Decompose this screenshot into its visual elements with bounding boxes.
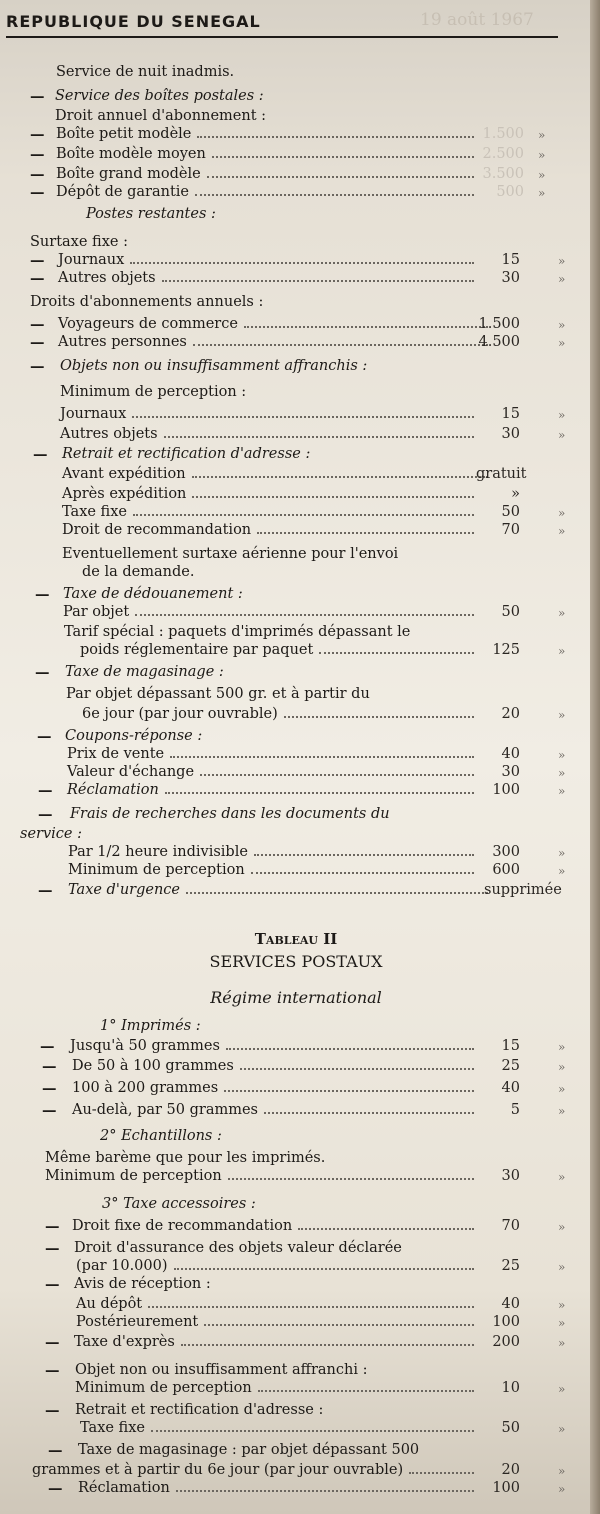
dash-marker: —	[30, 252, 45, 269]
line-text: poids réglementaire par paquet	[80, 642, 314, 658]
header-title: REPUBLIQUE DU SENEGAL	[6, 12, 261, 31]
line-text: Journaux	[58, 252, 125, 268]
dot-leader	[192, 466, 488, 478]
dot-leader	[409, 1462, 474, 1474]
marker: »	[558, 318, 566, 332]
dot-leader	[132, 406, 474, 418]
value: 70	[501, 522, 520, 538]
line-par-objet-depassant-500-gr-e	[0, 686, 592, 708]
line-text: Autres personnes	[58, 334, 187, 350]
marker: »	[558, 272, 566, 286]
dot-leader	[162, 270, 474, 282]
marker: »	[538, 186, 546, 200]
dot-leader	[257, 522, 474, 534]
dash-marker: —	[45, 1276, 60, 1293]
dot-leader	[200, 764, 474, 776]
dot-leader	[240, 1058, 474, 1070]
line-3-taxe-accessoires	[0, 1196, 592, 1218]
line-reclamation	[0, 1480, 592, 1502]
line-text: Retrait et rectification d'adresse :	[62, 446, 311, 462]
line-avant-expedition	[0, 466, 592, 488]
dot-leader	[251, 862, 474, 874]
dash-marker: —	[45, 1402, 60, 1419]
line-2-echantillons	[0, 1128, 592, 1150]
marker: »	[558, 708, 566, 722]
dot-leader	[197, 126, 474, 138]
line-services-postaux	[0, 952, 592, 974]
line-text: SERVICES POSTAUX	[209, 952, 383, 971]
line-tableau-ii	[0, 930, 592, 952]
marker: »	[558, 1060, 566, 1074]
value: 100	[492, 1480, 520, 1496]
dash-marker: —	[42, 1080, 57, 1097]
line-taxe-de-magasinage-par-objet	[0, 1442, 592, 1464]
dot-leader	[228, 1168, 474, 1180]
dash-marker: —	[45, 1362, 60, 1379]
marker: »	[558, 1336, 566, 1350]
marker: »	[538, 168, 546, 182]
line-text: Surtaxe fixe :	[30, 234, 128, 250]
line-taxe-d-expres	[0, 1334, 592, 1356]
value: 40	[501, 746, 520, 762]
line-reclamation	[0, 782, 592, 804]
value: 1.500	[482, 126, 524, 142]
value: 70	[501, 1218, 520, 1234]
line-minimum-de-perception	[0, 1380, 592, 1402]
dot-leader	[186, 882, 488, 894]
line-text: Taxe fixe	[62, 504, 127, 520]
marker: »	[558, 864, 566, 878]
dot-leader	[193, 334, 488, 346]
dash-marker: —	[33, 446, 48, 463]
marker: »	[558, 606, 566, 620]
line-text: Droit fixe de recommandation	[72, 1218, 293, 1234]
line-depot-de-garantie	[0, 184, 592, 206]
marker: »	[558, 1422, 566, 1436]
line-text: Dépôt de garantie	[56, 184, 190, 200]
value: 300	[492, 844, 520, 860]
marker: »	[558, 408, 566, 422]
value: 40	[501, 1296, 520, 1312]
value: 2.500	[482, 146, 524, 162]
value: 25	[501, 1058, 520, 1074]
line-text: Boîte grand modèle	[56, 166, 201, 182]
line-text: Au dépôt	[76, 1296, 143, 1312]
line-boite-petit-modele	[0, 126, 592, 148]
dot-leader	[170, 746, 474, 758]
value: 500	[496, 184, 524, 200]
marker: »	[558, 1316, 566, 1330]
dot-leader	[244, 316, 488, 328]
line-text: de la demande.	[82, 564, 195, 580]
dot-leader	[151, 1420, 474, 1432]
line-text: De 50 à 100 grammes	[72, 1058, 234, 1074]
page-header	[6, 6, 558, 38]
dash-marker: —	[45, 1334, 60, 1351]
value: 50	[501, 1420, 520, 1436]
value: 15	[501, 1038, 520, 1054]
line-objets-non-ou-insuffisamment	[0, 358, 592, 380]
marker: »	[538, 128, 546, 142]
line-text: 3° Taxe accessoires :	[102, 1196, 256, 1212]
dot-leader	[135, 604, 474, 616]
dot-leader	[176, 1480, 474, 1492]
dot-leader	[148, 1296, 474, 1308]
line-text: Boîte petit modèle	[56, 126, 192, 142]
line-boite-modele-moyen	[0, 146, 592, 168]
line-service-des-boites-postales	[0, 88, 592, 110]
dash-marker: —	[30, 316, 45, 333]
dash-marker: —	[38, 782, 53, 799]
line-de-50-a-100-grammes	[0, 1058, 592, 1080]
line-text: 100 à 200 grammes	[72, 1080, 219, 1096]
marker: »	[558, 1170, 566, 1184]
line-autres-personnes	[0, 334, 592, 356]
marker: »	[558, 784, 566, 798]
line-frais-de-recherches-dans-les	[0, 806, 592, 828]
line-text: service :	[20, 826, 82, 842]
line-text: Minimum de perception	[45, 1168, 222, 1184]
dot-leader	[226, 1038, 474, 1050]
line-text: Par objet dépassant 500 gr. et à partir du	[66, 686, 370, 702]
line-text: Minimum de perception	[68, 862, 245, 878]
line-text: Par 1/2 heure indivisible	[68, 844, 248, 860]
line-text: 2° Echantillons :	[100, 1128, 222, 1144]
line-droit-fixe-de-recommandation	[0, 1218, 592, 1240]
line-text: Minimum de perception :	[60, 384, 247, 400]
value: 30	[501, 270, 520, 286]
value: supprimée	[484, 882, 562, 898]
dash-marker: —	[45, 1240, 60, 1257]
value: 100	[492, 1314, 520, 1330]
dash-marker: —	[30, 88, 45, 105]
value: 200	[492, 1334, 520, 1350]
line-text: Journaux	[60, 406, 127, 422]
value: 40	[501, 1080, 520, 1096]
value: 15	[501, 406, 520, 422]
line-text: 1° Imprimés :	[100, 1018, 201, 1034]
line-poids-reglementaire-par-paqu	[0, 642, 592, 664]
dot-leader	[254, 844, 474, 856]
header-date: 19 août 1967	[420, 10, 534, 30]
dot-leader	[174, 1258, 474, 1270]
line-text: Droit d'assurance des objets valeur déclarée	[74, 1240, 402, 1256]
line-taxe-de-magasinage	[0, 664, 592, 686]
line-text: Taxe fixe	[80, 1420, 145, 1436]
line-text: Service de nuit inadmis.	[56, 64, 235, 80]
dot-leader	[192, 486, 474, 498]
value: »	[511, 486, 520, 502]
dash-marker: —	[30, 126, 45, 143]
line-postes-restantes	[0, 206, 592, 228]
line-text: Réclamation	[67, 782, 159, 798]
line-text: Postérieurement	[76, 1314, 199, 1330]
line-posterieurement	[0, 1314, 592, 1336]
marker: »	[558, 1082, 566, 1096]
line-text: grammes et à partir du 6e jour (par jour ouvrable)	[32, 1462, 404, 1478]
dot-leader	[207, 166, 474, 178]
marker: »	[558, 1040, 566, 1054]
line-6e-jour-par-jour-ouvrable	[0, 706, 592, 728]
line-retrait-et-rectification-d-a	[0, 446, 592, 468]
marker: »	[558, 846, 566, 860]
line-text: Taxe d'urgence	[68, 882, 180, 898]
dash-marker: —	[45, 1218, 60, 1235]
line-text: 6e jour (par jour ouvrable)	[82, 706, 278, 722]
dash-marker: —	[42, 1058, 57, 1075]
dot-leader	[319, 642, 474, 654]
value: 1.500	[478, 316, 520, 332]
line-text: Droit annuel d'abonnement :	[55, 108, 267, 124]
line-text: Objet non ou insuffisamment affranchi :	[75, 1362, 368, 1378]
line-de-la-demande	[0, 564, 592, 586]
dash-marker: —	[35, 586, 50, 603]
dash-marker: —	[30, 270, 45, 287]
line-text: Même barème que pour les imprimés.	[45, 1150, 326, 1166]
line-journaux	[0, 406, 592, 428]
line-text: Droit de recommandation	[62, 522, 252, 538]
dash-marker: —	[37, 728, 52, 745]
line-minimum-de-perception	[0, 862, 592, 884]
line-text: Coupons-réponse :	[65, 728, 203, 744]
dot-leader	[224, 1080, 474, 1092]
line-avis-de-reception	[0, 1276, 592, 1298]
line-droits-d-abonnements-annuels	[0, 294, 592, 316]
line-droit-de-recommandation	[0, 522, 592, 544]
dash-marker: —	[30, 358, 45, 375]
value: 30	[501, 426, 520, 442]
dash-marker: —	[38, 806, 53, 823]
line-text: Droits d'abonnements annuels :	[30, 294, 264, 310]
line-text: Avant expédition	[62, 466, 186, 482]
line-text: Prix de vente	[67, 746, 165, 762]
marker: »	[558, 524, 566, 538]
line-text: Par objet	[63, 604, 130, 620]
dot-leader	[181, 1334, 474, 1346]
line-jusqu-a-50-grammes	[0, 1038, 592, 1060]
line-text: Frais de recherches dans les documents du	[70, 806, 390, 822]
line-text: Taxe de magasinage : par objet dépassant 500	[78, 1442, 420, 1458]
marker: »	[558, 336, 566, 350]
dot-leader	[133, 504, 474, 516]
line-text: (par 10.000)	[76, 1258, 168, 1274]
marker: »	[558, 1104, 566, 1118]
dash-marker: —	[48, 1442, 63, 1459]
line-text: Jusqu'à 50 grammes	[70, 1038, 220, 1054]
line-text: Taxe de magasinage :	[65, 664, 224, 680]
marker: »	[558, 644, 566, 658]
line-text: Autres objets	[60, 426, 158, 442]
line-minimum-de-perception	[0, 1168, 592, 1190]
value: 20	[501, 706, 520, 722]
value: 15	[501, 252, 520, 268]
marker: »	[558, 254, 566, 268]
dot-leader	[284, 706, 474, 718]
dash-marker: —	[30, 146, 45, 163]
line-text: Régime international	[210, 988, 382, 1007]
line-1-imprimes	[0, 1018, 592, 1040]
value: 600	[492, 862, 520, 878]
line-text: Boîte modèle moyen	[56, 146, 206, 162]
line-text: Avis de réception :	[74, 1276, 211, 1292]
marker: »	[538, 148, 546, 162]
line-text: Service des boîtes postales :	[55, 88, 264, 104]
marker: »	[558, 1220, 566, 1234]
marker: »	[558, 506, 566, 520]
dot-leader	[258, 1380, 474, 1392]
line-text: Retrait et rectification d'adresse :	[75, 1402, 324, 1418]
line-au-dela-par-50-grammes	[0, 1102, 592, 1124]
line-text: Voyageurs de commerce	[58, 316, 238, 332]
marker: »	[558, 1464, 566, 1478]
value: 30	[501, 764, 520, 780]
dot-leader	[130, 252, 474, 264]
line-service-de-nuit-inadmis	[0, 64, 592, 86]
dash-marker: —	[30, 166, 45, 183]
dot-leader	[264, 1102, 474, 1114]
line-regime-international	[0, 988, 592, 1010]
line-text: Objets non ou insuffisamment affranchis :	[60, 358, 368, 374]
marker: »	[558, 1260, 566, 1274]
dot-leader	[204, 1314, 474, 1326]
dash-marker: —	[48, 1480, 63, 1497]
line-taxe-fixe	[0, 1420, 592, 1442]
marker: »	[558, 1298, 566, 1312]
line-text: Minimum de perception	[75, 1380, 252, 1396]
line-text: Autres objets	[58, 270, 156, 286]
value: 3.500	[482, 166, 524, 182]
dot-leader	[195, 184, 474, 196]
value: 30	[501, 1168, 520, 1184]
line-minimum-de-perception	[0, 384, 592, 406]
value: 10	[501, 1380, 520, 1396]
marker: »	[558, 766, 566, 780]
dash-marker: —	[35, 664, 50, 681]
marker: »	[558, 428, 566, 442]
value: 50	[501, 604, 520, 620]
line-text: Après expédition	[62, 486, 187, 502]
dash-marker: —	[38, 882, 53, 899]
line-text: Tarif spécial : paquets d'imprimés dépassant le	[64, 624, 411, 640]
line-autres-objets	[0, 426, 592, 448]
line-text: Eventuellement surtaxe aérienne pour l'envoi	[62, 546, 399, 562]
marker: »	[558, 1382, 566, 1396]
dot-leader	[212, 146, 474, 158]
line-text: Taxe de dédouanement :	[63, 586, 243, 602]
line-text: Taxe d'exprès	[74, 1334, 175, 1350]
line-100-a-200-grammes	[0, 1080, 592, 1102]
line-text: Postes restantes :	[86, 206, 216, 222]
dot-leader	[164, 426, 474, 438]
dash-marker: —	[30, 184, 45, 201]
line-text: Réclamation	[78, 1480, 170, 1496]
marker: »	[558, 748, 566, 762]
value: 20	[501, 1462, 520, 1478]
value: 125	[492, 642, 520, 658]
dot-leader	[165, 782, 474, 794]
dash-marker: —	[42, 1102, 57, 1119]
value: 5	[510, 1102, 520, 1118]
value: 50	[501, 504, 520, 520]
value: 100	[492, 782, 520, 798]
value: 4.500	[478, 334, 520, 350]
value: gratuit	[476, 466, 527, 482]
marker: »	[558, 1482, 566, 1496]
line-par-objet	[0, 604, 592, 626]
line-text: Tableau II	[254, 930, 338, 948]
line-text: Au-delà, par 50 grammes	[72, 1102, 258, 1118]
value: 25	[501, 1258, 520, 1274]
dash-marker: —	[30, 334, 45, 351]
line-autres-objets	[0, 270, 592, 292]
line-text: Valeur d'échange	[67, 764, 195, 780]
dash-marker: —	[40, 1038, 55, 1055]
dot-leader	[298, 1218, 474, 1230]
line-taxe-d-urgence	[0, 882, 592, 904]
